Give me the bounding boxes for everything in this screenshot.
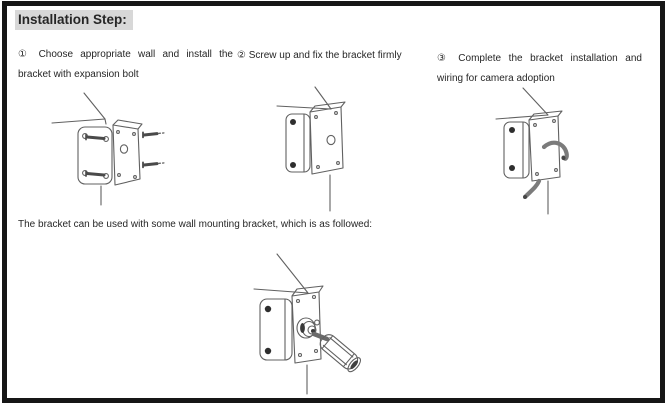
figure-bracket-with-camera-icon (200, 248, 470, 398)
figure-bracket-wiring-icon (470, 86, 670, 221)
screw-heads (509, 127, 515, 171)
section-title: Installation Step: (15, 10, 133, 30)
screw-heads (265, 306, 271, 354)
ball-mount (297, 318, 327, 339)
wall-corner-lines (52, 93, 106, 205)
wall-corner-lines (254, 254, 308, 394)
figure-bracket-fixed-icon (230, 86, 410, 221)
step-1-text: ① Choose appropriate wall and install the bracket with expansion bolt (18, 49, 233, 80)
figure-bracket-expansion-bolts-icon (40, 92, 210, 222)
step-3-text: ③ Complete the bracket installation and wiring for camera adoption (437, 53, 642, 84)
step-2-text: ② Screw up and fix the bracket firmly (237, 50, 402, 61)
corner-bracket (78, 120, 142, 185)
screw-heads (290, 119, 296, 168)
note-text: The bracket can be used with some wall mounting bracket, which is as followed: (18, 219, 373, 230)
expansion-bolts (86, 132, 165, 176)
